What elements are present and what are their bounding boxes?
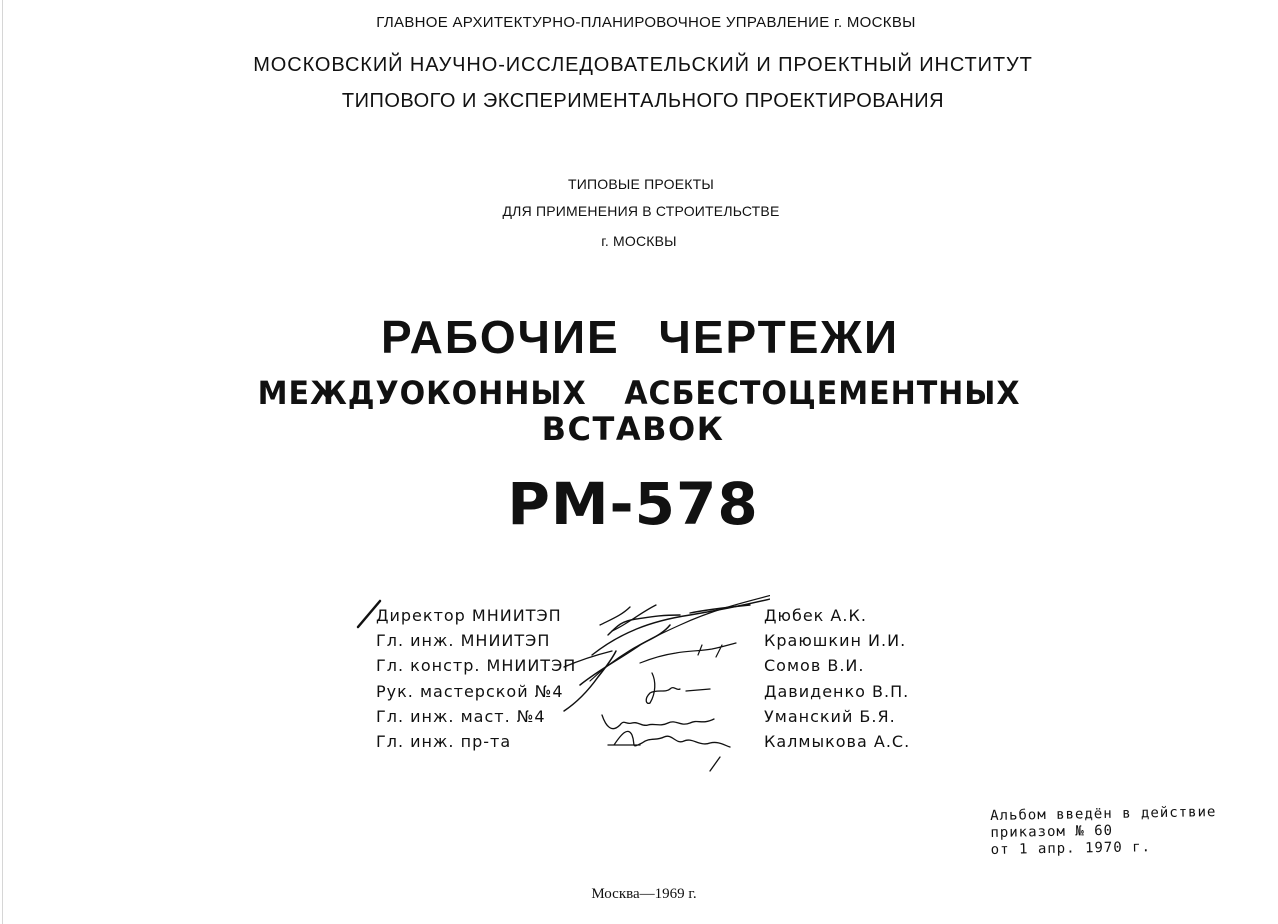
stamp-line-3: от 1 апр. 1970 г. (990, 839, 1152, 858)
signatory-name: Дюбек А.К. (764, 606, 867, 625)
institute-name-line-1: МОСКОВСКИЙ НАУЧНО-ИССЛЕДОВАТЕЛЬСКИЙ И ПРОЕКТНЫЙ ИНСТИТУТ (253, 54, 1033, 76)
ministry-heading: ГЛАВНОЕ АРХИТЕКТУРНО-ПЛАНИРОВОЧНОЕ УПРАВЛЕНИЕ г. МОСКВЫ (376, 14, 916, 31)
signatory-name: Уманский Б.Я. (764, 707, 896, 726)
signatory-position: Гл. инж. МНИИТЭП (376, 631, 551, 650)
document-subtitle-line-1: МЕЖДУОКОННЫХ АСБЕСТОЦЕМЕНТНЫХ (257, 374, 1021, 412)
document-subtitle-line-2: ВСТАВОК (541, 410, 725, 448)
series-line-1: ТИПОВЫЕ ПРОЕКТЫ (568, 176, 714, 192)
series-line-3: г. МОСКВЫ (601, 233, 677, 249)
signatory-position: Гл. инж. пр-та (376, 732, 512, 751)
project-code: РМ-578 (507, 470, 759, 538)
signatory-name: Сомов В.И. (764, 656, 865, 675)
series-line-2: ДЛЯ ПРИМЕНЕНИЯ В СТРОИТЕЛЬСТВЕ (502, 203, 780, 219)
signatory-name: Калмыкова А.С. (764, 732, 911, 751)
scan-edge-divider (2, 0, 3, 924)
enactment-stamp (990, 804, 1217, 859)
stamp-line-2: приказом № 60 (990, 822, 1114, 841)
signatory-name: Краюшкин И.И. (764, 631, 907, 650)
signatory-position: Рук. мастерской №4 (376, 682, 564, 701)
city-and-year: Москва—1969 г. (591, 886, 697, 902)
signatory-name: Давиденко В.П. (764, 682, 910, 701)
signatory-position: Директор МНИИТЭП (376, 606, 562, 625)
institute-name-line-2: ТИПОВОГО И ЭКСПЕРИМЕНТАЛЬНОГО ПРОЕКТИРОВАНИЯ (341, 90, 945, 112)
stamp-line-1: Альбом введён в действие (990, 804, 1217, 824)
signatory-position: Гл. констр. МНИИТЭП (376, 656, 577, 675)
document-title: РАБОЧИЕ ЧЕРТЕЖИ (380, 311, 900, 363)
signatory-position: Гл. инж. маст. №4 (376, 707, 546, 726)
